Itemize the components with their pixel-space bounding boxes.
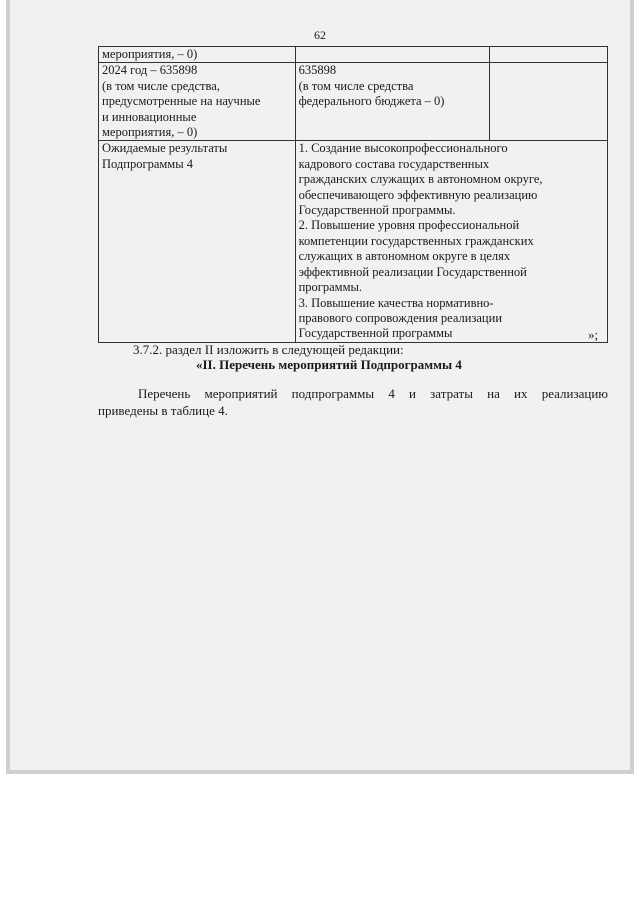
table-row (99, 141, 608, 342)
cell-line: обеспечивающего эффективную реализацию (298, 187, 538, 202)
program-table (98, 46, 608, 343)
body-paragraph (98, 385, 608, 419)
page-number: 62 (314, 28, 326, 42)
cell-line: предусмотренные на научные (102, 94, 261, 109)
table-cell-merged (295, 141, 607, 342)
table-cell (295, 63, 489, 141)
cell-line: правового сопровождения реализации (298, 310, 503, 325)
cell-line: федерального бюджета – 0) (298, 94, 445, 109)
cell-line: 2024 год – 635898 (102, 63, 198, 78)
table-cell (295, 47, 489, 63)
cell-line: Ожидаемые результаты (102, 141, 228, 156)
table-cell (99, 63, 296, 141)
paragraph-line: Перечень мероприятий подпрограммы 4 и затраты на их реализацию (138, 386, 608, 401)
cell-line: 1. Создание высокопрофессионального (298, 141, 508, 156)
cell-line: 3. Повышение качества нормативно- (298, 295, 494, 310)
cell-line: эффективной реализации Государственной (298, 264, 527, 279)
cell-line: Государственной программы. (298, 203, 456, 218)
cell-line: программы. (298, 280, 363, 295)
table-cell (99, 141, 296, 342)
table-row (99, 47, 608, 63)
section-heading: «II. Перечень мероприятий Подпрограммы 4 (196, 357, 462, 372)
cell-line: Государственной программы (298, 326, 453, 341)
cell-line: 635898 (298, 63, 337, 78)
cell-line: 2. Повышение уровня профессиональной (298, 218, 520, 233)
table-cell: мероприятия, – 0) (99, 47, 296, 63)
cell-line: и инновационные (102, 109, 197, 124)
cell-line: (в том числе средства (298, 78, 414, 93)
cell-line: Подпрограммы 4 (102, 156, 193, 171)
cell-line: компетенции государственных гражданских (298, 233, 534, 248)
table-row (99, 63, 608, 141)
table-cell (490, 47, 608, 63)
cell-line: мероприятия, – 0) (102, 125, 198, 140)
amendment-item: 3.7.2. раздел II изложить в следующей редакции: (133, 342, 404, 357)
cell-line: служащих в автономном округе в целях (298, 249, 511, 264)
cell-line: гражданских служащих в автономном округе, (298, 172, 543, 187)
cell-line: (в том числе средства, (102, 78, 220, 93)
cell-line: кадрового состава государственных (298, 156, 490, 171)
paragraph-line: приведены в таблице 4. (98, 403, 228, 418)
table-cell (490, 63, 608, 141)
closing-quote: »; (588, 327, 599, 342)
